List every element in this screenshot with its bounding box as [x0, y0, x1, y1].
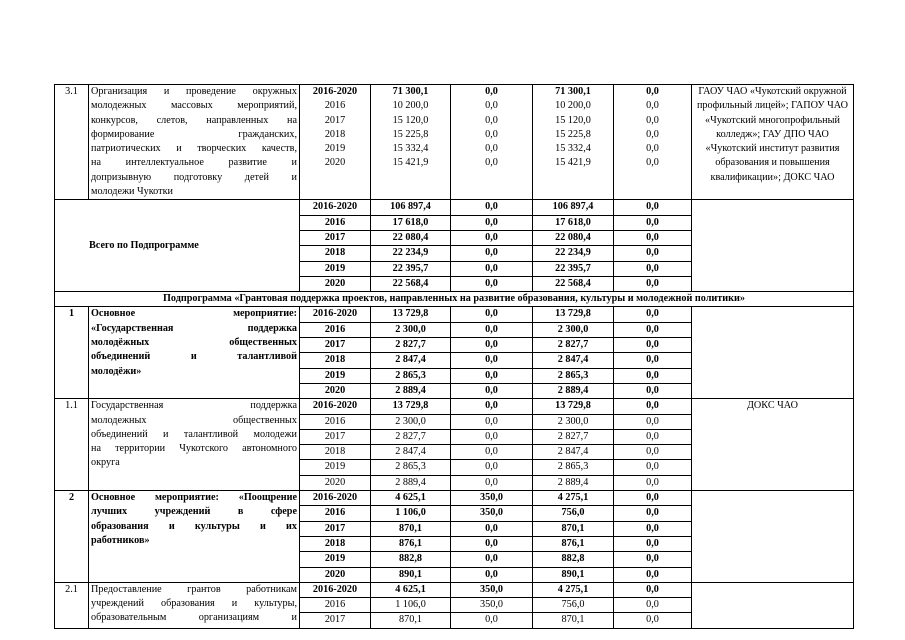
total-value: 2 827,7 [371, 338, 450, 353]
total-value: 17 618,0 [371, 216, 450, 231]
federal-value: 0,0 [451, 231, 532, 246]
regional-value: 2 889,4 [557, 476, 589, 488]
local-value: 0,0 [614, 231, 691, 246]
federal-value: 350,0 [451, 583, 532, 598]
total-value: 15 120,0 [392, 114, 429, 126]
local-value: 0,0 [646, 114, 659, 126]
federal-value: 0,0 [485, 476, 498, 488]
local-value: 0,0 [614, 399, 691, 414]
regional-value: 17 618,0 [533, 216, 613, 231]
federal-value: 0,0 [451, 522, 532, 537]
period-value: 2018 [300, 445, 370, 460]
regional-cell [533, 399, 614, 491]
total-value: 4 625,1 [371, 491, 450, 506]
total-value: 106 897,4 [371, 200, 450, 215]
local-value: 0,0 [646, 157, 659, 169]
federal-value: 0,0 [451, 200, 532, 215]
federal-value: 350,0 [451, 598, 532, 613]
federal-cell [451, 307, 533, 399]
period-value: 2017 [300, 522, 370, 537]
regional-value: 2 300,0 [533, 415, 613, 430]
federal-value: 350,0 [451, 491, 532, 506]
measure-name-line: формирование гражданских, [91, 128, 297, 140]
federal-value: 0,0 [485, 568, 498, 580]
regional-value: 15 225,8 [555, 128, 591, 140]
federal-value: 0,0 [451, 445, 532, 460]
local-value: 0,0 [614, 200, 691, 215]
measure-name [89, 399, 300, 491]
regional-value: 890,1 [561, 568, 585, 580]
total-value: 13 729,8 [371, 399, 450, 414]
regional-value: 756,0 [533, 506, 613, 521]
regional-value: 2 827,7 [533, 430, 613, 445]
federal-value: 0,0 [451, 353, 532, 368]
period-value: 2020 [324, 384, 346, 396]
federal-cell [451, 200, 533, 292]
local-value: 0,0 [614, 460, 691, 475]
local-value: 0,0 [614, 552, 691, 567]
regional-value: 4 275,1 [533, 583, 613, 598]
federal-value: 0,0 [485, 384, 498, 396]
total-value: 15 332,4 [392, 143, 429, 155]
regional-value: 870,1 [533, 522, 613, 537]
total-cell [371, 399, 451, 491]
federal-cell [451, 85, 533, 200]
measure-row [55, 491, 854, 583]
period-value: 2016 [300, 216, 370, 231]
period-cell [300, 85, 371, 200]
local-value: 0,0 [614, 522, 691, 537]
executor-cell [692, 582, 854, 628]
measure-name-line: лучших учреждений в сфере [91, 506, 297, 518]
local-value: 0,0 [614, 491, 691, 506]
measure-name-line: работников» [91, 534, 150, 546]
local-value: 0,0 [614, 353, 691, 368]
local-value: 0,0 [646, 86, 659, 97]
subprogram-header-row [55, 292, 854, 307]
total-value: 71 300,1 [392, 86, 429, 97]
federal-cell [451, 582, 533, 628]
total-value: 870,1 [371, 522, 450, 537]
measure-name-line: учреждений образования и культуры, [91, 598, 297, 610]
federal-value: 0,0 [485, 277, 498, 289]
period-value: 2016-2020 [300, 307, 370, 322]
measure-row [55, 399, 854, 491]
local-value: 0,0 [614, 537, 691, 552]
federal-value: 0,0 [485, 157, 498, 169]
total-value: 1 106,0 [371, 598, 450, 613]
total-value: 2 300,0 [371, 323, 450, 338]
federal-value: 0,0 [451, 262, 532, 277]
executor-cell: ДОКС ЧАО [692, 399, 854, 491]
row-number: 3.1 [55, 85, 89, 200]
local-value: 0,0 [614, 415, 691, 430]
measure-name-line: Организация и проведение окружных [91, 86, 297, 97]
total-value: 2 847,4 [371, 445, 450, 460]
regional-cell [533, 307, 614, 399]
period-value: 2019 [324, 143, 346, 155]
executor-cell [692, 307, 854, 399]
total-cell [371, 85, 451, 200]
regional-value: 2 889,4 [557, 384, 589, 396]
local-value: 0,0 [646, 100, 659, 112]
total-cell [371, 582, 451, 628]
local-value: 0,0 [646, 568, 659, 580]
federal-value: 0,0 [485, 614, 498, 626]
measure-name-line: объединений и талантливой молодежи [91, 428, 297, 440]
federal-value: 0,0 [485, 128, 498, 140]
local-value: 0,0 [646, 476, 659, 488]
measure-name-line: «Государственная поддержка [91, 322, 297, 334]
total-label-cell [55, 200, 300, 292]
federal-value: 0,0 [451, 369, 532, 384]
local-value: 0,0 [614, 506, 691, 521]
measure-name [89, 582, 300, 628]
federal-value: 0,0 [451, 216, 532, 231]
period-value: 2016 [324, 100, 346, 112]
measure-name-line: допризывную подготовку детей и [91, 171, 297, 183]
period-value: 2016-2020 [300, 200, 370, 215]
total-value: 13 729,8 [371, 307, 450, 322]
regional-value: 71 300,1 [555, 86, 591, 97]
regional-value: 13 729,8 [533, 307, 613, 322]
period-value: 2018 [300, 246, 370, 261]
regional-value: 2 300,0 [533, 323, 613, 338]
total-value: 2 865,3 [371, 460, 450, 475]
period-value: 2017 [300, 231, 370, 246]
regional-value: 4 275,1 [533, 491, 613, 506]
regional-value: 22 080,4 [533, 231, 613, 246]
total-value: 2 865,3 [371, 369, 450, 384]
executor-cell [692, 200, 854, 292]
regional-value: 2 847,4 [533, 445, 613, 460]
regional-value: 882,8 [533, 552, 613, 567]
total-value: 4 625,1 [371, 583, 450, 598]
local-value: 0,0 [614, 262, 691, 277]
total-value: 22 568,4 [392, 277, 429, 289]
period-value: 2016 [300, 506, 370, 521]
local-value: 0,0 [646, 143, 659, 155]
local-value: 0,0 [614, 338, 691, 353]
period-cell [300, 200, 371, 292]
executor-cell: ГАОУ ЧАО «Чукотский окружной профильный лицей»; ГАПОУ ЧАО «Чукотский многопрофильный колледж»; ГАУ ДПО ЧАО «Чукотский институт развития образования и повышения квалификации»; ДОКС ЧАО [692, 85, 854, 200]
total-value: 1 106,0 [371, 506, 450, 521]
local-value: 0,0 [614, 445, 691, 460]
regional-cell [533, 85, 614, 200]
measure-name-line: молодёжи» [91, 365, 142, 377]
local-cell [614, 200, 692, 292]
federal-value: 350,0 [451, 506, 532, 521]
subprogram-total-row [55, 200, 854, 292]
local-cell [614, 491, 692, 583]
period-value: 2016 [300, 323, 370, 338]
total-value: 2 827,7 [371, 430, 450, 445]
regional-cell [533, 491, 614, 583]
regional-value: 10 200,0 [555, 100, 591, 112]
row-number: 2 [55, 491, 89, 583]
total-label: Всего по Подпрограмме [89, 239, 199, 251]
regional-cell [533, 200, 614, 292]
total-value: 22 080,4 [371, 231, 450, 246]
regional-value: 2 847,4 [533, 353, 613, 368]
total-value: 890,1 [399, 568, 422, 580]
local-cell [614, 399, 692, 491]
total-value: 2 300,0 [371, 415, 450, 430]
program-finance-table [54, 84, 854, 629]
period-value: 2018 [324, 128, 346, 140]
federal-cell [451, 399, 533, 491]
total-value: 22 234,9 [371, 246, 450, 261]
regional-value: 756,0 [533, 598, 613, 613]
regional-value: 22 395,7 [533, 262, 613, 277]
local-value: 0,0 [614, 430, 691, 445]
total-value: 15 225,8 [392, 128, 429, 140]
period-value: 2018 [300, 353, 370, 368]
federal-value: 0,0 [451, 415, 532, 430]
measure-name [89, 307, 300, 399]
period-cell [300, 582, 371, 628]
measure-name [89, 85, 300, 200]
period-value: 2019 [300, 262, 370, 277]
regional-value: 2 865,3 [533, 369, 613, 384]
regional-value: 15 421,9 [555, 157, 591, 169]
measure-name-line: округа [91, 457, 120, 469]
regional-value: 876,1 [533, 537, 613, 552]
period-value: 2017 [300, 430, 370, 445]
local-value: 0,0 [646, 384, 659, 396]
federal-value: 0,0 [451, 430, 532, 445]
total-value: 15 421,9 [392, 157, 429, 169]
measure-name-line: конкурсов, слетов, направленных на [91, 114, 297, 126]
measure-name-line: молодежи Чукотки [91, 186, 173, 198]
period-value: 2016-2020 [300, 491, 370, 506]
regional-value: 13 729,8 [533, 399, 613, 414]
period-value: 2019 [300, 369, 370, 384]
regional-value: 870,1 [561, 614, 585, 626]
measure-row [55, 85, 854, 200]
local-value: 0,0 [614, 216, 691, 231]
local-value: 0,0 [646, 614, 659, 626]
measure-name-line: образовательным организациям и [91, 612, 297, 624]
total-value: 876,1 [371, 537, 450, 552]
local-cell [614, 582, 692, 628]
total-cell [371, 491, 451, 583]
measure-name-line: Основное мероприятие: [91, 308, 297, 320]
regional-value: 22 234,9 [533, 246, 613, 261]
federal-value: 0,0 [485, 100, 498, 112]
regional-value: 15 332,4 [555, 143, 591, 155]
federal-value: 0,0 [485, 143, 498, 155]
measure-name-line: Предоставление грантов работникам [91, 583, 297, 595]
subprogram-title: Подпрограмма «Грантовая поддержка проектов, направленных на развитие образования, культуры и молодежной политики» [55, 292, 854, 307]
federal-cell [451, 491, 533, 583]
measure-name-line: Государственная поддержка [91, 400, 297, 412]
total-cell [371, 200, 451, 292]
row-number: 2.1 [55, 582, 89, 628]
period-value: 2016 [300, 598, 370, 613]
federal-value: 0,0 [451, 307, 532, 322]
local-value: 0,0 [614, 323, 691, 338]
local-value: 0,0 [646, 128, 659, 140]
total-value: 870,1 [399, 614, 422, 626]
federal-value: 0,0 [451, 552, 532, 567]
period-value: 2020 [324, 157, 346, 169]
measure-name-line: молодёжных общественных [91, 337, 297, 349]
period-value: 2020 [324, 568, 346, 580]
federal-value: 0,0 [451, 246, 532, 261]
local-cell [614, 307, 692, 399]
row-number: 1.1 [55, 399, 89, 491]
period-cell [300, 491, 371, 583]
period-value: 2016-2020 [300, 583, 370, 598]
total-value: 882,8 [371, 552, 450, 567]
period-cell [300, 307, 371, 399]
local-value: 0,0 [614, 583, 691, 598]
measure-name [89, 491, 300, 583]
period-value: 2020 [324, 277, 346, 289]
federal-value: 0,0 [485, 114, 498, 126]
period-value: 2017 [324, 614, 346, 626]
executor-cell [692, 491, 854, 583]
federal-value: 0,0 [451, 399, 532, 414]
period-value: 2016-2020 [312, 86, 358, 97]
measure-name-line: молодежных массовых мероприятий, [91, 100, 297, 112]
measure-row [55, 582, 854, 628]
measure-name-line: патриотических и творческих качеств, [91, 143, 297, 155]
period-value: 2016-2020 [300, 399, 370, 414]
measure-name-line: образования и культуры и их [91, 520, 297, 532]
period-value: 2020 [324, 476, 346, 488]
total-value: 10 200,0 [392, 100, 429, 112]
local-value: 0,0 [614, 369, 691, 384]
measure-name-line: Основное мероприятие: «Поощрение [91, 492, 297, 504]
measure-name-line: молодежных общественных [91, 414, 297, 426]
local-value: 0,0 [614, 598, 691, 613]
period-value: 2016 [300, 415, 370, 430]
period-value: 2019 [300, 552, 370, 567]
measure-name-line: объединений и талантливой [91, 351, 297, 363]
regional-value: 2 865,3 [533, 460, 613, 475]
measure-row [55, 307, 854, 399]
regional-value: 106 897,4 [533, 200, 613, 215]
federal-value: 0,0 [451, 338, 532, 353]
federal-value: 0,0 [485, 86, 498, 97]
measure-name-line: на территории Чукотского автономного [91, 443, 297, 455]
local-value: 0,0 [614, 307, 691, 322]
period-value: 2017 [324, 114, 346, 126]
local-value: 0,0 [646, 277, 659, 289]
period-value: 2017 [300, 338, 370, 353]
regional-value: 22 568,4 [555, 277, 591, 289]
regional-value: 2 827,7 [533, 338, 613, 353]
local-value: 0,0 [614, 246, 691, 261]
total-value: 2 889,4 [395, 476, 426, 488]
total-value: 2 889,4 [395, 384, 426, 396]
regional-value: 15 120,0 [555, 114, 591, 126]
period-value: 2018 [300, 537, 370, 552]
local-cell [614, 85, 692, 200]
total-cell [371, 307, 451, 399]
federal-value: 0,0 [451, 537, 532, 552]
row-number: 1 [55, 307, 89, 399]
federal-value: 0,0 [451, 460, 532, 475]
total-value: 22 395,7 [371, 262, 450, 277]
period-value: 2019 [300, 460, 370, 475]
federal-value: 0,0 [451, 323, 532, 338]
regional-cell [533, 582, 614, 628]
period-cell [300, 399, 371, 491]
total-value: 2 847,4 [371, 353, 450, 368]
measure-name-line: на интеллектуальное развитие и [91, 157, 297, 169]
